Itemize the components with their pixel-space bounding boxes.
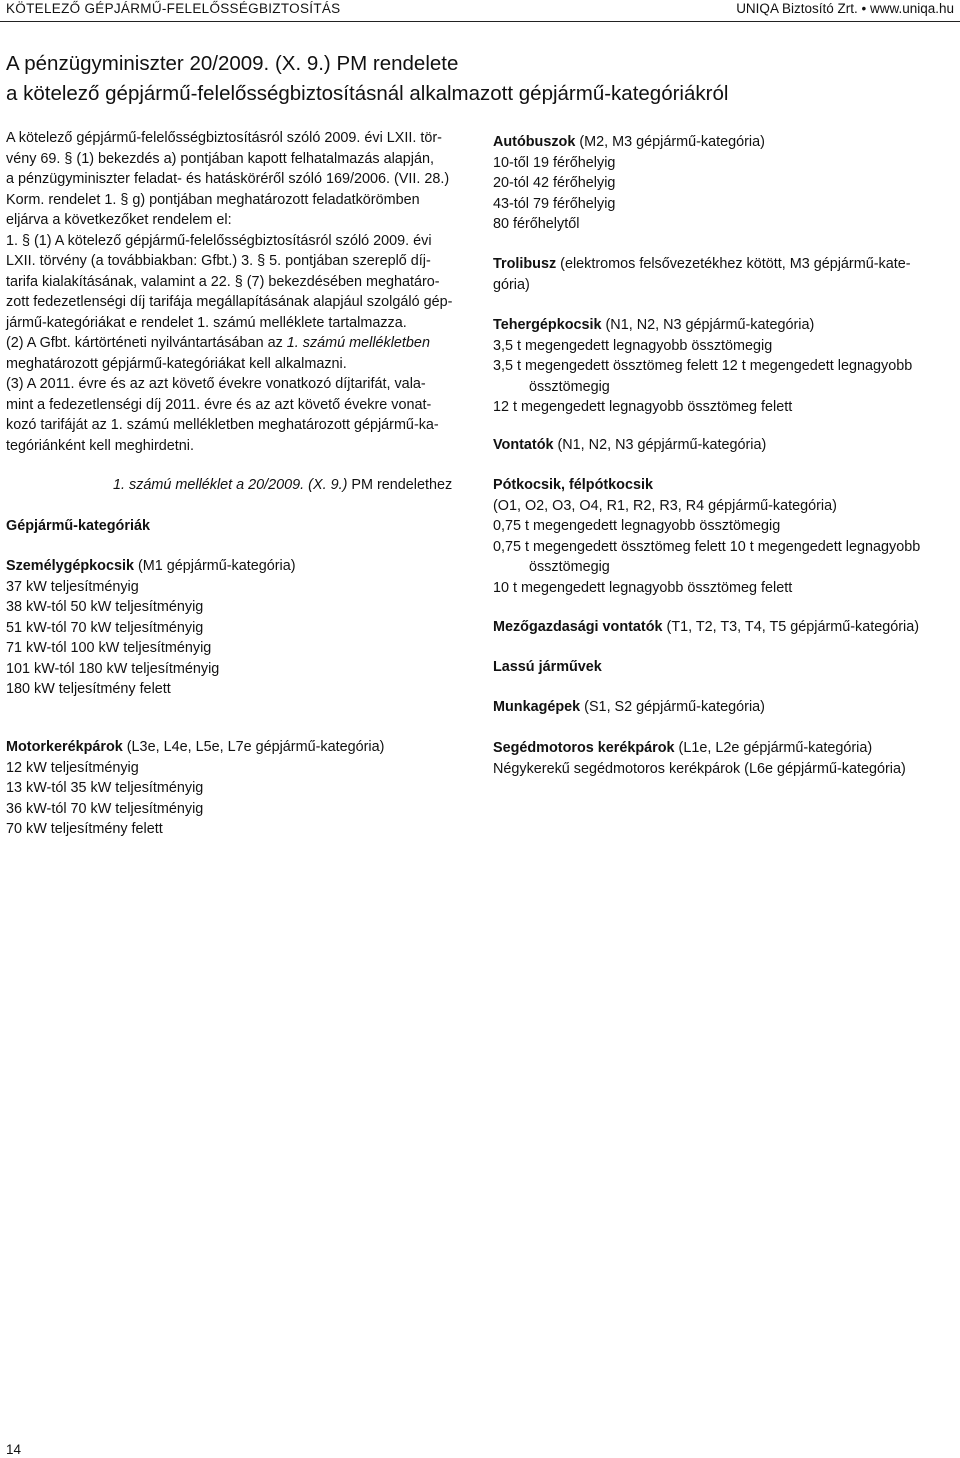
annex-heading bbox=[113, 475, 473, 496]
category-trolleybus bbox=[493, 254, 955, 295]
text-line: Korm. rendelet 1. § g) pontjában meghatározott feladatkörömben bbox=[6, 191, 420, 208]
list-item: 0,75 t megengedett legnagyobb össztömegig bbox=[493, 518, 781, 534]
category-desc: (N1, N2, N3 gépjármű-kategória) bbox=[553, 437, 767, 453]
text-line: mint a fedezetlenségi díj 2011. évre és az azt követő évekre vonat- bbox=[6, 396, 432, 413]
list-item: 37 kW teljesítményig bbox=[6, 578, 139, 595]
text-span: (2) A Gfbt. kártörténeti nyilvántartásában az bbox=[6, 335, 287, 351]
text-line: LXII. törvény (a továbbiakban: Gfbt.) 3. § 5. pontjában szereplő díj- bbox=[6, 253, 431, 269]
title-line-2: a kötelező gépjármű-felelősségbiztosításnál alkalmazott gépjármű-kategóriákról bbox=[6, 82, 729, 105]
text-line: zott fedezetlenségi díj tarifája megállapításának alapjául szolgáló gép- bbox=[6, 294, 453, 310]
list-item: 0,75 t megengedett össztömeg felett 10 t megengedett legnagyobb bbox=[493, 538, 921, 555]
category-name: Vontatók bbox=[493, 437, 554, 453]
header-title: KÖTELEZŐ GÉPJÁRMŰ-FELELŐSSÉGBIZTOSÍTÁS bbox=[6, 1, 341, 16]
category-work-machines bbox=[493, 697, 955, 718]
text-line: 1. § (1) A kötelező gépjármű-felelősségbiztosításról szóló 2009. évi bbox=[6, 232, 432, 249]
category-name: Motorkerékpárok bbox=[6, 739, 123, 755]
list-item: 71 kW-tól 100 kW teljesítményig bbox=[6, 640, 212, 656]
category-trucks bbox=[493, 315, 955, 418]
text-line: meghatározott gépjármű-kategóriákat kell alkalmazni. bbox=[6, 355, 347, 372]
running-header bbox=[0, 0, 960, 22]
list-item: 101 kW-tól 180 kW teljesítményig bbox=[6, 660, 220, 677]
category-name: Személygépkocsik bbox=[6, 558, 134, 574]
category-heading bbox=[493, 132, 955, 153]
text-line: tarifa kialakításának, valamint a 22. § (7) bekezdésében meghatáro- bbox=[6, 273, 440, 290]
category-name: Mezőgazdasági vontatók bbox=[493, 619, 663, 635]
category-desc: (elektromos felsővezetékhez kötött, M3 gépjármű-kate- bbox=[556, 256, 911, 272]
intro-paragraph-2 bbox=[6, 231, 468, 334]
list-item: 3,5 t megengedett össztömeg felett 12 t megengedett legnagyobb bbox=[493, 358, 913, 374]
category-name: Munkagépek bbox=[493, 699, 581, 715]
category-desc: (M1 gépjármű-kategória) bbox=[133, 558, 296, 574]
text-line: jármű-kategóriákat e rendelet 1. számú melléklete tartalmazza. bbox=[6, 314, 407, 331]
category-slow-vehicles: Lassú járművek bbox=[493, 659, 602, 675]
left-column bbox=[6, 128, 468, 456]
list-item: 10 t megengedett legnagyobb össztömeg felett bbox=[493, 579, 793, 596]
category-name: Trolibusz bbox=[493, 256, 557, 272]
list-item: 51 kW-tól 70 kW teljesítményig bbox=[6, 619, 204, 636]
category-desc: (O1, O2, O3, O4, R1, R2, R3, R4 gépjármű-kategória) bbox=[493, 497, 837, 514]
list-item-continuation: össztömegig bbox=[529, 559, 610, 575]
category-name: Tehergépkocsik bbox=[493, 317, 602, 333]
category-desc: (T1, T2, T3, T4, T5 gépjármű-kategória) bbox=[662, 619, 920, 635]
intro-paragraph-3 bbox=[6, 333, 468, 374]
list-item: 43-tól 79 férőhelyig bbox=[493, 195, 616, 212]
list-item: 12 t megengedett legnagyobb össztömeg felett bbox=[493, 399, 793, 415]
text-line: eljárva a következőket rendelem el: bbox=[6, 212, 232, 228]
list-item: 38 kW-tól 50 kW teljesítményig bbox=[6, 599, 204, 615]
text-line: (3) A 2011. évre és az azt követő évekre vonatkozó díjtarifát, vala- bbox=[6, 376, 426, 392]
text-line: tegóriánként kell meghirdetni. bbox=[6, 437, 194, 454]
text-line: vény 69. § (1) bekezdés a) pontjában kapott felhatalmazás alapján, bbox=[6, 150, 434, 167]
list-item: 13 kW-tól 35 kW teljesítményig bbox=[6, 780, 204, 796]
category-name: Autóbuszok bbox=[493, 134, 576, 150]
text-line bbox=[6, 333, 468, 354]
category-heading bbox=[493, 315, 955, 336]
page-number: 14 bbox=[6, 1442, 22, 1457]
category-tractors bbox=[493, 435, 955, 456]
category-heading bbox=[6, 737, 466, 758]
category-trailers bbox=[493, 475, 955, 598]
title-line-1: A pénzügyminiszter 20/2009. (X. 9.) PM rendelete bbox=[6, 52, 459, 75]
category-mopeds bbox=[493, 738, 955, 779]
category-desc: (L1e, L2e gépjármű-kategória) bbox=[674, 740, 873, 756]
list-item: 20-tól 42 férőhelyig bbox=[493, 175, 616, 191]
category-desc: (N1, N2, N3 gépjármű-kategória) bbox=[601, 317, 815, 333]
annex-heading-italic: 1. számú melléklet a 20/2009. (X. 9.) bbox=[113, 477, 348, 493]
category-name: Pótkocsik, félpótkocsik bbox=[493, 477, 653, 493]
list-item: 80 férőhelytől bbox=[493, 216, 580, 232]
category-desc: (L3e, L4e, L5e, L7e gépjármű-kategória) bbox=[122, 739, 385, 755]
list-item: 180 kW teljesítmény felett bbox=[6, 681, 171, 697]
category-agricultural-tractors bbox=[493, 617, 955, 638]
header-publisher: UNIQA Biztosító Zrt. • www.uniqa.hu bbox=[736, 1, 954, 16]
list-item: Négykerekű segédmotoros kerékpárok (L6e gépjármű-kategória) bbox=[493, 760, 906, 777]
annex-heading-rest: PM rendelethez bbox=[347, 477, 453, 493]
category-desc: (M2, M3 gépjármű-kategória) bbox=[575, 134, 765, 150]
category-heading bbox=[6, 556, 466, 577]
text-line: kozó tarifáját az 1. számú mellékletben meghatározott gépjármű-ka- bbox=[6, 417, 439, 433]
header-rule bbox=[0, 21, 960, 22]
list-item: 12 kW teljesítményig bbox=[6, 759, 139, 776]
list-item: 36 kW-tól 70 kW teljesítményig bbox=[6, 800, 204, 817]
category-heading bbox=[493, 254, 955, 275]
list-item: 70 kW teljesítmény felett bbox=[6, 821, 163, 837]
category-motorcycles bbox=[6, 737, 466, 840]
document-title bbox=[6, 49, 956, 109]
category-desc: (S1, S2 gépjármű-kategória) bbox=[580, 699, 765, 715]
text-line: A kötelező gépjármű-felelősségbiztosításról szóló 2009. évi LXII. tör- bbox=[6, 130, 442, 146]
text-line: a pénzügyminiszter feladat- és hatásköréről szóló 169/2006. (VII. 28.) bbox=[6, 171, 450, 187]
list-item: 3,5 t megengedett legnagyobb össztömegig bbox=[493, 337, 773, 354]
category-buses bbox=[493, 132, 955, 235]
category-name: Segédmotoros kerékpárok bbox=[493, 740, 675, 756]
category-passenger-cars bbox=[6, 556, 466, 700]
annex-reference: 1. számú mellékletben bbox=[286, 335, 430, 351]
list-item: 10-től 19 férőhelyig bbox=[493, 154, 616, 171]
section-title: Gépjármű-kategóriák bbox=[6, 518, 150, 534]
category-heading bbox=[493, 738, 955, 759]
intro-paragraph-4 bbox=[6, 374, 468, 456]
text-line: gória) bbox=[493, 276, 530, 293]
intro-paragraph-1 bbox=[6, 128, 468, 231]
list-item-continuation: össztömegig bbox=[529, 378, 610, 395]
